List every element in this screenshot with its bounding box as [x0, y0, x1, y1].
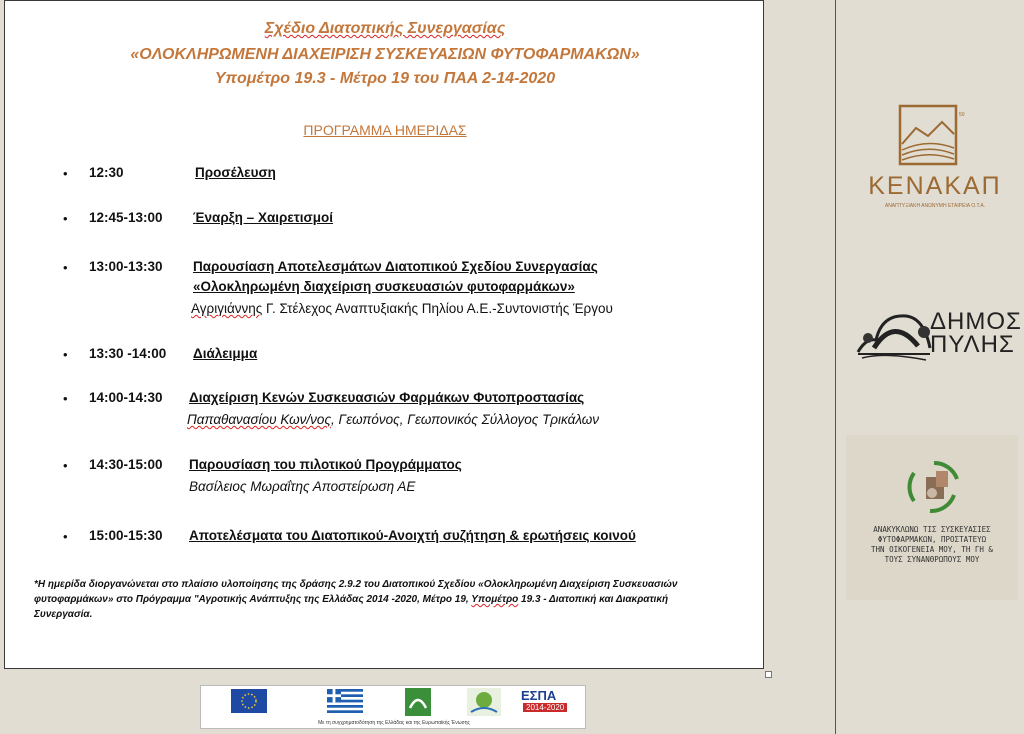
bullet-icon: • [63, 260, 68, 275]
item-time: 14:00-14:30 [89, 390, 163, 405]
item-label: Έναρξη – Χαιρετισμοί [193, 210, 334, 225]
document-page [4, 0, 764, 669]
dimos-pylis-text [930, 310, 1022, 356]
espa-label: ΕΣΠΑ [521, 688, 557, 703]
item-label: Παρουσίαση Αποτελεσμάτων Διατοπικού Σχεδίου Συνεργασίας [193, 259, 598, 274]
item-time: 15:00-15:30 [89, 528, 163, 543]
bridge-logo-icon [856, 308, 932, 364]
item-label-line2: «Ολοκληρωμένη διαχείριση συσκευασιών φυτοφαρμάκων» [193, 279, 575, 294]
eu-flag-icon [231, 689, 267, 713]
bullet-icon: • [63, 529, 68, 544]
doc-title-line1: Σχέδιο Διατοπικής Συνεργασίας [264, 20, 506, 37]
dimos-line2: ΠΥΛΗΣ [930, 331, 1015, 358]
bullet-icon: • [63, 211, 68, 226]
footnote: *Η ημερίδα διοργανώνεται στο πλαίσιο υλοποίησης της δράσης 2.9.2 του Διατοπικού Σχεδίου «Ολοκληρωμένη Διαχείριση Συσκευασιών φυτοφαρμάκων» στο Πρόγραμμα "Αγροτικής Ανάπτυξης της Ελλάδας 2014 -2020, Μέτρο 19, Υπομέτρο 19.3 - Διατοπική και Διακρατική Συνεργασία. [34, 579, 678, 620]
kenakap-name: ΚΕΝΑΚΑΠ [868, 172, 1002, 200]
item-time: 12:30 [89, 165, 124, 180]
greek-flag-icon [327, 689, 363, 713]
item-time: 14:30-15:00 [89, 457, 163, 472]
rural-development-logo-icon [467, 688, 501, 716]
recycle-icon [902, 457, 966, 517]
item-label: Διάλειμμα [193, 346, 258, 361]
bullet-icon: • [63, 458, 68, 473]
espa-logo [521, 688, 577, 716]
kenakap-logo-icon [898, 104, 964, 166]
bullet-icon: • [63, 347, 68, 362]
leader-logo-icon [405, 688, 431, 716]
item-label: Αποτελέσματα του Διατοπικού-Ανοιχτή συζήτηση & ερωτήσεις κοινού [189, 528, 636, 543]
funding-banner [200, 685, 586, 729]
svg-text:50: 50 [959, 112, 965, 118]
funding-caption: Με τη συγχρηματοδότηση της Ελλάδας και της Ευρωπαϊκής Ένωσης [318, 720, 470, 726]
page-divider [835, 0, 836, 734]
dimos-line1: ΔΗΜΟΣ [930, 308, 1022, 335]
recycling-campaign [846, 435, 1018, 600]
item-speaker: Βασίλειος Μωραΐτης Αποστείρωση ΑΕ [189, 479, 416, 494]
item-label: Διαχείριση Κενών Συσκευασιών Φαρμάκων Φυτοπροστασίας [189, 390, 585, 405]
bullet-icon: • [63, 391, 68, 406]
espa-years: 2014-2020 [523, 703, 567, 712]
item-time: 12:45-13:00 [89, 210, 163, 225]
recycling-slogan: ΑΝΑΚΥΚΛΩΝΩ ΤΙΣ ΣΥΣΚΕΥΑΣΙΕΣ ΦΥΤΟΦΑΡΜΑΚΩΝ, ΠΡΟΣΤΑΤΕΥΩ ΤΗΝ ΟΙΚΟΓΕΝΕΙΑ ΜΟΥ, ΤΗ ΓΗ & ΤΟΥΣ ΣΥΝΑΝΘΡΩΠΟΥΣ ΜΟΥ [871, 525, 993, 564]
resize-handle[interactable] [765, 671, 772, 678]
item-label: Παρουσίαση του πιλοτικού Προγράμματος [189, 457, 462, 472]
item-time: 13:00-13:30 [89, 259, 163, 274]
program-heading: ΠΡΟΓΡΑΜΜΑ ΗΜΕΡΙΔΑΣ [303, 122, 467, 138]
doc-title-line2: «ΟΛΟΚΛΗΡΩΜΕΝΗ ΔΙΑΧΕΙΡΙΣΗ ΣΥΣΚΕΥΑΣΙΩΝ ΦΥΤΟΦΑΡΜΑΚΩΝ» [130, 46, 640, 63]
item-time: 13:30 -14:00 [89, 346, 167, 361]
bullet-icon: • [63, 166, 68, 181]
item-label: Προσέλευση [195, 165, 276, 180]
item-speaker: Παπαθανασίου Κων/νος, Γεωπόνος, Γεωπονικός Σύλλογος Τρικάλων [187, 412, 600, 427]
kenakap-subtitle: ΑΝΑΠΤΥΞΙΑΚΗ ΑΝΩΝΥΜΗ ΕΤΑΙΡΕΙΑ Ο.Τ.Α. [884, 203, 986, 209]
doc-title-line3: Υπομέτρο 19.3 - Μέτρο 19 του ΠΑΑ 2-14-2020 [214, 70, 556, 87]
item-speaker: Αγριγιάννης Γ. Στέλεχος Αναπτυξιακής Πηλίου Α.Ε.-Συντονιστής Έργου [191, 301, 613, 316]
